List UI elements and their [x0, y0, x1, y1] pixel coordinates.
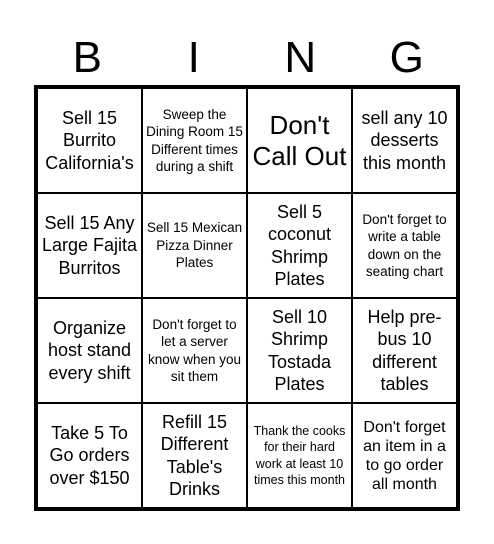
cell-text: Refill 15 Different Table's Drinks — [160, 411, 229, 499]
cell-text: Help pre-bus 10 different tables — [367, 306, 442, 394]
bingo-board — [34, 85, 460, 511]
header-letter-b: B — [72, 33, 102, 82]
cell-text: Thank the cooks for their hard work at least 10 times this month — [253, 423, 346, 487]
bingo-cell-r4-c4[interactable] — [352, 403, 457, 508]
header-letter-n: N — [284, 33, 317, 82]
cell-text: Organize host stand every shift — [47, 317, 132, 383]
cell-text: Sell 5 coconut Shrimp Plates — [267, 201, 332, 289]
bingo-cell-r2-c3[interactable] — [247, 193, 352, 298]
cell-text: Sell 10 Shrimp Tostada Plates — [267, 306, 332, 394]
bingo-header — [34, 30, 460, 86]
cell-text: Sell 15 Burrito California's — [45, 107, 134, 173]
bingo-cell-r4-c3[interactable] — [247, 403, 352, 508]
bingo-cell-r3-c1[interactable] — [37, 298, 142, 403]
bingo-cell-r3-c3[interactable] — [247, 298, 352, 403]
cell-text: Don't forget to let a server know when you sit them — [147, 316, 242, 384]
bingo-cell-r1-c3[interactable] — [247, 88, 352, 193]
bingo-cell-r1-c4[interactable] — [352, 88, 457, 193]
bingo-cell-r3-c2[interactable] — [142, 298, 247, 403]
cell-text: Don't forget an item in a to go order all month — [363, 418, 446, 493]
cell-text: Don't forget to write a table down on the seating chart — [362, 211, 447, 279]
bingo-cell-r2-c4[interactable] — [352, 193, 457, 298]
cell-text: Sell 15 Any Large Fajita Burritos — [41, 212, 138, 278]
cell-text: Take 5 To Go orders over $150 — [49, 422, 130, 488]
bingo-cell-r1-c2[interactable] — [142, 88, 247, 193]
bingo-cell-r3-c4[interactable] — [352, 298, 457, 403]
cell-text: Sell 15 Mexican Pizza Dinner Plates — [146, 220, 243, 271]
bingo-cell-r2-c1[interactable] — [37, 193, 142, 298]
bingo-cell-r2-c2[interactable] — [142, 193, 247, 298]
cell-text: Don't Call Out — [252, 109, 347, 171]
bingo-cell-r4-c1[interactable] — [37, 403, 142, 508]
cell-text: sell any 10 desserts this month — [361, 107, 448, 173]
bingo-cell-r4-c2[interactable] — [142, 403, 247, 508]
cell-text: Sweep the Dining Room 15 Different times during a shift — [146, 106, 243, 174]
bingo-cell-r1-c1[interactable] — [37, 88, 142, 193]
header-letter-g: G — [389, 33, 424, 82]
header-letter-i: I — [187, 33, 200, 82]
